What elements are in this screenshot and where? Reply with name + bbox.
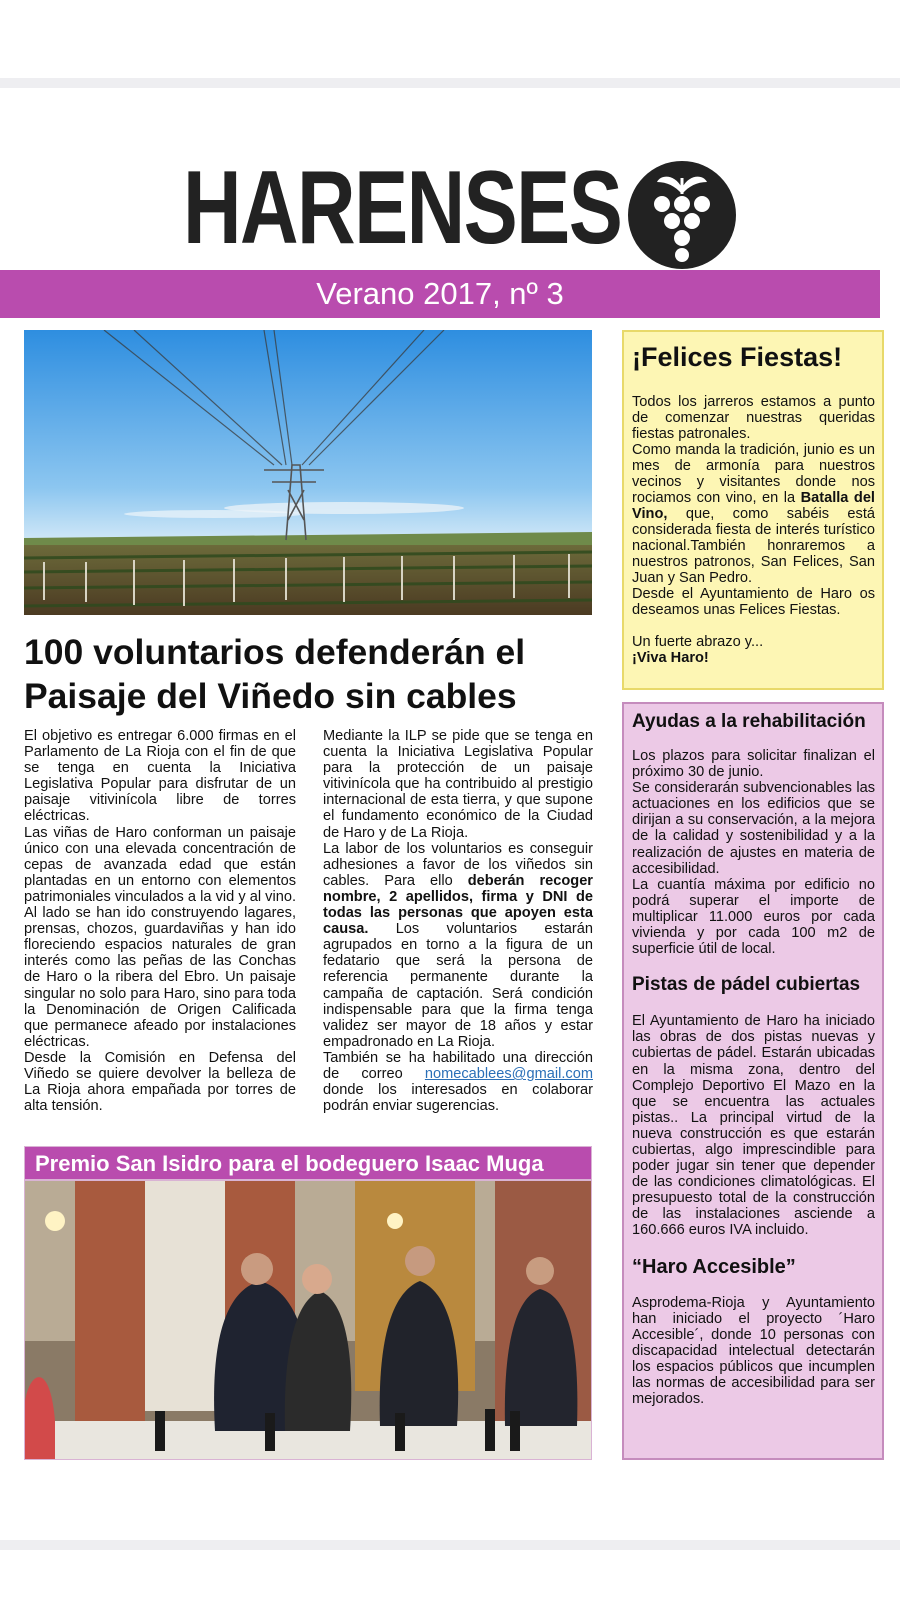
ayudas-title: Ayudas a la rehabilitación bbox=[632, 711, 866, 732]
paragraph-text: que, como sabéis está considerada fiesta de interés turístico nacional.También honraremos a nuestros patronos, San Felices, San Juan y San Pedro. bbox=[632, 506, 875, 586]
fiestas-body bbox=[632, 394, 875, 666]
grape-logo-icon bbox=[627, 160, 737, 270]
fiestas-box bbox=[622, 330, 884, 690]
accesible-paragraph: Asprodema-Rioja y Ayuntamiento han iniciado el proyecto ´Haro Accesible´, donde 10 personas con discapacidad intelectual detectarán los espacios públicos que incumplen las normas de accesibilidad para ser mejorados. bbox=[632, 1294, 875, 1408]
lead-paragraph: Desde la Comisión en Defensa del Viñedo se quiere devolver la belleza de La Rioja ahora empañada por torres de alta tensión. bbox=[24, 1049, 296, 1115]
lead-paragraph: El objetivo es entregar 6.000 firmas en el Parlamento de La Rioja con el fin de que se tenga en cuenta la Iniciativa Legislativa Popular para disfrutar de un paisaje vitivinícola libre de torres eléctricas. bbox=[24, 728, 296, 825]
batalla-del-vino-text: Batalla del Vino, bbox=[632, 490, 875, 522]
paragraph-text: Como manda la tradición, junio es un mes de armonía para nuestros vecinos y visitantes donde nos rociamos con vino, en la bbox=[632, 442, 875, 506]
bold-requirement-text: deberán recoger nombre, 2 apellidos, firma y DNI de todas las personas que apoyen esta causa. bbox=[323, 872, 593, 938]
ayudas-paragraph: Los plazos para solicitar finalizan el próximo 30 de junio. bbox=[632, 748, 875, 781]
bottom-band bbox=[0, 1540, 900, 1550]
padel-title: Pistas de pádel cubiertas bbox=[632, 974, 861, 996]
premio-headline: Premio San Isidro para el bodeguero Isaac Muga bbox=[24, 1146, 592, 1180]
fiestas-paragraph bbox=[632, 442, 875, 586]
fiestas-title: ¡Felices Fiestas! bbox=[632, 342, 843, 372]
ayudas-paragraph: Se considerarán subvencionables las actuaciones en los edificios que se dirijan a su conservación, a la mejora de la calidad y sostenibilidad y a la realización de ajustes en materia de accesibilidad. bbox=[632, 780, 875, 877]
masthead-title: HARENSES bbox=[183, 150, 622, 266]
issue-banner: Verano 2017, nº 3 bbox=[0, 270, 880, 318]
fiestas-paragraph: Un fuerte abrazo y... bbox=[632, 634, 764, 650]
lead-right-column bbox=[323, 728, 593, 1114]
lead-paragraph: Mediante la ILP se pide que se tenga en cuenta la Iniciativa Legislativa Popular para la protección de un paisaje vitivinícola que ha contribuido al prestigio internacional de esta tierra, y que supone el fundamento económico de la Ciudad de Haro y de La Rioja. bbox=[323, 728, 593, 841]
ayudas-paragraph: La cuantía máxima por edificio no podrá superar el importe de multiplicar 11.000 euros por cada vivienda y por cada 100 m2 de superficie útil de local. bbox=[632, 876, 875, 958]
fiestas-closing bbox=[632, 650, 875, 666]
fiestas-paragraph: Todos los jarreros estamos a punto de comenzar nuestras queridas fiestas patronales. bbox=[632, 394, 875, 442]
viva-haro-text: ¡Viva Haro! bbox=[632, 650, 709, 666]
padel-paragraph: El Ayuntamiento de Haro ha iniciado las obras de dos pistas nuevas y cubiertas de pádel. Estarán ubicadas en la misma zona, dentro del Complejo Deportivo El Mazo en la que se encuentra las actuales pistas.. La principal virtud de la nueva construcción es que estarán cubiertas, algo imprescindible para poder jugar sin tener que depender de las condiciones climatológicas. El presupuesto total de la construcción de las instalaciones asciende a 160.666 euros IVA incluido. bbox=[632, 1013, 875, 1239]
masthead bbox=[0, 150, 900, 270]
lead-left-column bbox=[24, 728, 296, 1114]
paragraph-text: La labor de los voluntarios es conseguir adhesiones a favor de los viñedos sin cables. Para ello bbox=[323, 840, 593, 889]
lead-paragraph: Las viñas de Haro conforman un paisaje único con una elevada concentración de cepas de avanzada edad que están plantadas en un entorno con elementos patrimoniales vinculados a la vid y al vino. Al lado se han ido construyendo lagares, prensas, chozos, guardaviñas y han ido floreciendo espacios naturales de gran interés como las peñas de las Conchas de Haro o la ribera del Ebro. Un paisaje singular no solo para Haro, sino para toda la Denominación de Origen Calificada que permanece afeado por instalaciones eléctricas. bbox=[24, 824, 296, 1050]
fiestas-paragraph: Desde el Ayuntamiento de Haro os deseamos unas Felices Fiestas. bbox=[632, 586, 875, 618]
accesible-title: “Haro Accesible” bbox=[632, 1255, 796, 1278]
paragraph-text: También se ha habilitado una dirección de correo bbox=[323, 1049, 593, 1082]
vineyard-photo bbox=[24, 330, 592, 615]
lead-paragraph bbox=[323, 841, 593, 1050]
news-sidebar-box bbox=[622, 702, 884, 1460]
award-ceremony-photo bbox=[24, 1180, 592, 1460]
email-link[interactable]: nomecablees@gmail.com bbox=[424, 1065, 593, 1082]
top-band bbox=[0, 78, 900, 88]
paragraph-text: Los voluntarios estarán agrupados en torno a la figura de un fedatario que será la persona de referencia permanente durante la campaña de captación. Será condición indispensable para que la firma tenga validez ser mayor de 18 años y estar empadronado en La Rioja. bbox=[323, 921, 593, 1050]
lead-paragraph bbox=[323, 1050, 593, 1114]
paragraph-text: donde los interesados en colaborar podrán enviar sugerencias. bbox=[323, 1082, 593, 1115]
lead-headline: 100 voluntarios defenderán el Paisaje del Viñedo sin cables bbox=[24, 632, 526, 716]
